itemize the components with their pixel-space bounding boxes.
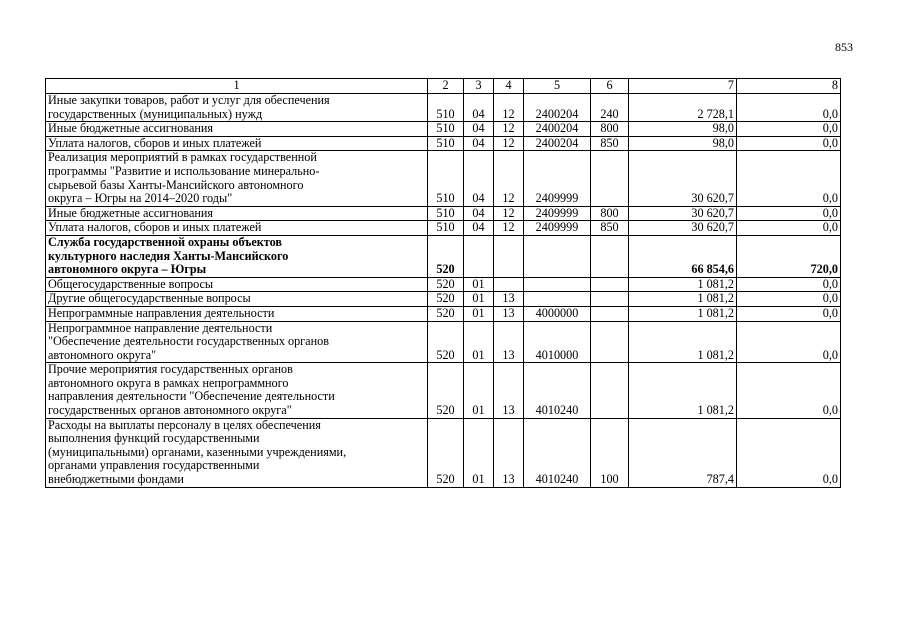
amount-cell: 1 081,2 xyxy=(629,321,737,363)
expense-type-cell: 800 xyxy=(591,122,629,137)
row-name-line: автономного округа в рамках непрограммного xyxy=(48,375,289,390)
code-cell: 510 xyxy=(428,122,464,137)
amount-cell: 1 081,2 xyxy=(629,277,737,292)
row-name-line: Другие общегосударственные вопросы xyxy=(48,291,251,306)
subsection-cell: 13 xyxy=(494,292,524,307)
target-code-cell: 4000000 xyxy=(524,306,591,321)
row-name-line: (муниципальными) органами, казенными учреждениями, xyxy=(48,444,347,459)
subsection-cell: 12 xyxy=(494,122,524,137)
row-name-cell xyxy=(46,221,428,236)
header-cell: 5 xyxy=(524,79,591,94)
section-cell: 01 xyxy=(464,321,494,363)
amount-cell: 30 620,7 xyxy=(629,221,737,236)
row-name-line: Уплата налогов, сборов и иных платежей xyxy=(48,220,262,235)
row-name-line: государственных (муниципальных) нужд xyxy=(48,106,263,121)
target-code-cell: 2409999 xyxy=(524,151,591,206)
amount-cell: 98,0 xyxy=(629,136,737,151)
expense-type-cell: 850 xyxy=(591,221,629,236)
subsection-cell: 12 xyxy=(494,94,524,122)
subsection-cell: 12 xyxy=(494,151,524,206)
amount-cell: 30 620,7 xyxy=(629,151,737,206)
table-row xyxy=(46,235,841,277)
amount2-cell: 0,0 xyxy=(737,206,841,221)
section-cell: 04 xyxy=(464,151,494,206)
table-row xyxy=(46,94,841,122)
table-row xyxy=(46,122,841,137)
row-name-line: выполнения функций государственными xyxy=(48,431,260,446)
section-cell: 01 xyxy=(464,277,494,292)
row-name-line: округа – Югры на 2014–2020 годы" xyxy=(48,191,233,206)
row-name-cell xyxy=(46,94,428,122)
row-name-cell xyxy=(46,206,428,221)
target-code-cell: 4010240 xyxy=(524,418,591,487)
table-row xyxy=(46,306,841,321)
header-cell: 8 xyxy=(737,79,841,94)
section-cell: 01 xyxy=(464,292,494,307)
amount2-cell: 0,0 xyxy=(737,292,841,307)
row-name-cell xyxy=(46,151,428,206)
amount-cell: 1 081,2 xyxy=(629,292,737,307)
row-name-cell xyxy=(46,235,428,277)
subsection-cell: 12 xyxy=(494,206,524,221)
target-code-cell xyxy=(524,292,591,307)
expense-type-cell xyxy=(591,277,629,292)
amount-cell: 66 854,6 xyxy=(629,235,737,277)
expense-type-cell: 800 xyxy=(591,206,629,221)
header-cell: 4 xyxy=(494,79,524,94)
amount2-cell: 0,0 xyxy=(737,418,841,487)
target-code-cell xyxy=(524,235,591,277)
target-code-cell: 2400204 xyxy=(524,122,591,137)
target-code-cell: 2409999 xyxy=(524,206,591,221)
code-cell: 510 xyxy=(428,151,464,206)
expense-type-cell: 240 xyxy=(591,94,629,122)
row-name-cell xyxy=(46,136,428,151)
row-name-line: Реализация мероприятий в рамках государственной xyxy=(48,150,317,165)
row-name-line: Расходы на выплаты персоналу в целях обеспечения xyxy=(48,417,321,432)
row-name-line: автономного округа – Югры xyxy=(48,262,207,277)
amount-cell: 1 081,2 xyxy=(629,306,737,321)
code-cell: 520 xyxy=(428,292,464,307)
expense-type-cell xyxy=(591,151,629,206)
table-row xyxy=(46,151,841,206)
amount-cell: 1 081,2 xyxy=(629,363,737,418)
table-header-row xyxy=(46,79,841,94)
code-cell: 520 xyxy=(428,306,464,321)
expense-type-cell xyxy=(591,235,629,277)
subsection-cell: 13 xyxy=(494,418,524,487)
row-name-line: органами управления государственными xyxy=(48,458,260,473)
row-name-cell xyxy=(46,306,428,321)
amount-cell: 30 620,7 xyxy=(629,206,737,221)
table-row xyxy=(46,418,841,487)
expense-type-cell: 100 xyxy=(591,418,629,487)
amount-cell: 98,0 xyxy=(629,122,737,137)
header-cell: 1 xyxy=(46,79,428,94)
row-name-line: программы "Развитие и использование минерально- xyxy=(48,163,320,178)
code-cell: 520 xyxy=(428,235,464,277)
header-cell: 6 xyxy=(591,79,629,94)
target-code-cell: 4010000 xyxy=(524,321,591,363)
row-name-line: Иные закупки товаров, работ и услуг для обеспечения xyxy=(48,93,330,107)
amount-cell: 787,4 xyxy=(629,418,737,487)
expense-type-cell xyxy=(591,321,629,363)
amount2-cell: 0,0 xyxy=(737,277,841,292)
section-cell xyxy=(464,235,494,277)
amount2-cell: 0,0 xyxy=(737,122,841,137)
subsection-cell xyxy=(494,235,524,277)
row-name-line: автономного округа" xyxy=(48,347,157,362)
row-name-cell xyxy=(46,363,428,418)
section-cell: 01 xyxy=(464,418,494,487)
table-row xyxy=(46,221,841,236)
amount2-cell: 0,0 xyxy=(737,363,841,418)
row-name-cell xyxy=(46,277,428,292)
target-code-cell: 2400204 xyxy=(524,94,591,122)
expense-type-cell xyxy=(591,363,629,418)
amount2-cell: 0,0 xyxy=(737,151,841,206)
amount2-cell: 0,0 xyxy=(737,136,841,151)
table-row xyxy=(46,277,841,292)
table-row xyxy=(46,363,841,418)
target-code-cell: 2400204 xyxy=(524,136,591,151)
row-name-line: Иные бюджетные ассигнования xyxy=(48,121,214,136)
amount2-cell: 0,0 xyxy=(737,221,841,236)
header-cell: 7 xyxy=(629,79,737,94)
table-row xyxy=(46,206,841,221)
row-name-line: Непрограммное направление деятельности xyxy=(48,320,273,335)
section-cell: 01 xyxy=(464,306,494,321)
row-name-cell xyxy=(46,122,428,137)
subsection-cell: 12 xyxy=(494,136,524,151)
section-cell: 04 xyxy=(464,122,494,137)
page-number: 853 xyxy=(835,40,853,54)
target-code-cell xyxy=(524,277,591,292)
section-cell: 04 xyxy=(464,136,494,151)
row-name-line: Уплата налогов, сборов и иных платежей xyxy=(48,135,262,150)
target-code-cell: 2409999 xyxy=(524,221,591,236)
amount2-cell: 720,0 xyxy=(737,235,841,277)
subsection-cell: 12 xyxy=(494,221,524,236)
subsection-cell: 13 xyxy=(494,321,524,363)
row-name-line: Служба государственной охраны объектов xyxy=(48,234,282,249)
row-name-line: Непрограммные направления деятельности xyxy=(48,305,275,320)
amount2-cell: 0,0 xyxy=(737,94,841,122)
header-cell: 2 xyxy=(428,79,464,94)
row-name-line: культурного наследия Ханты-Мансийского xyxy=(48,248,289,263)
expense-type-cell xyxy=(591,306,629,321)
row-name-line: "Обеспечение деятельности государственных органов xyxy=(48,334,329,349)
subsection-cell xyxy=(494,277,524,292)
section-cell: 04 xyxy=(464,221,494,236)
row-name-cell xyxy=(46,418,428,487)
row-name-line: Иные бюджетные ассигнования xyxy=(48,205,214,220)
amount2-cell: 0,0 xyxy=(737,306,841,321)
section-cell: 04 xyxy=(464,206,494,221)
code-cell: 510 xyxy=(428,94,464,122)
code-cell: 520 xyxy=(428,321,464,363)
table-row xyxy=(46,292,841,307)
budget-table xyxy=(45,78,841,488)
expense-type-cell xyxy=(591,292,629,307)
amount2-cell: 0,0 xyxy=(737,321,841,363)
row-name-line: Прочие мероприятия государственных органов xyxy=(48,362,293,377)
code-cell: 520 xyxy=(428,363,464,418)
row-name-cell xyxy=(46,292,428,307)
header-cell: 3 xyxy=(464,79,494,94)
row-name-line: сырьевой базы Ханты-Мансийского автономного xyxy=(48,177,304,192)
code-cell: 510 xyxy=(428,221,464,236)
row-name-line: Общегосударственные вопросы xyxy=(48,276,214,291)
section-cell: 01 xyxy=(464,363,494,418)
row-name-line: государственных органов автономного округа" xyxy=(48,403,292,418)
code-cell: 510 xyxy=(428,206,464,221)
expense-type-cell: 850 xyxy=(591,136,629,151)
amount-cell: 2 728,1 xyxy=(629,94,737,122)
table-row xyxy=(46,321,841,363)
subsection-cell: 13 xyxy=(494,306,524,321)
table-row xyxy=(46,136,841,151)
row-name-line: внебюджетными фондами xyxy=(48,472,184,487)
row-name-cell xyxy=(46,321,428,363)
row-name-line: направления деятельности "Обеспечение деятельности xyxy=(48,389,335,404)
code-cell: 510 xyxy=(428,136,464,151)
code-cell: 520 xyxy=(428,418,464,487)
code-cell: 520 xyxy=(428,277,464,292)
section-cell: 04 xyxy=(464,94,494,122)
target-code-cell: 4010240 xyxy=(524,363,591,418)
subsection-cell: 13 xyxy=(494,363,524,418)
